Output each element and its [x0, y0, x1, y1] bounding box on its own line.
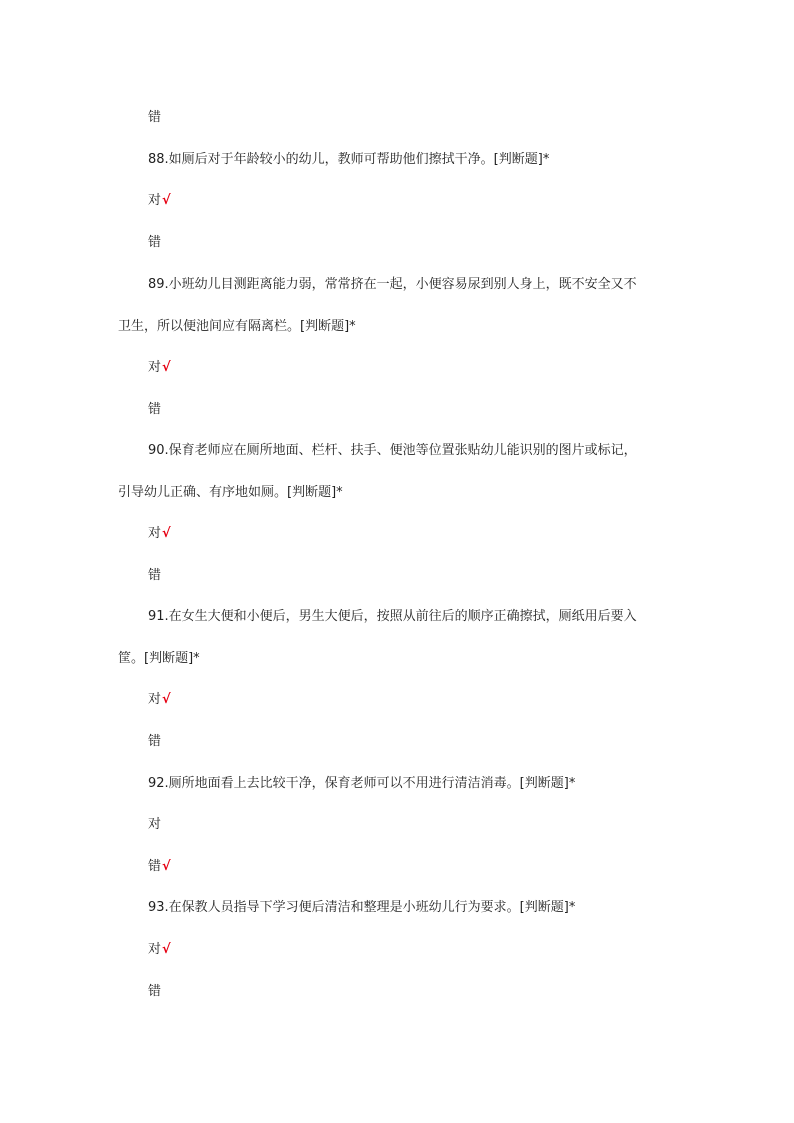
question-text: 91.在女生大便和小便后，男生大便后，按照从前往后的顺序正确擦拭，厕纸用后要入: [148, 609, 637, 624]
question-89-continuation: [118, 318, 356, 336]
question-text: 筐。[判断题]*: [118, 651, 200, 666]
option-text: 对: [148, 526, 162, 541]
option-text: 对: [148, 692, 162, 707]
option-text: 对: [148, 817, 162, 832]
question-91-continuation: [118, 650, 200, 668]
option-right: [148, 816, 161, 834]
check-mark-icon: √: [162, 193, 171, 208]
option-right: [148, 192, 171, 210]
option-text: 对: [148, 193, 162, 208]
option-right: [148, 525, 171, 543]
check-mark-icon: √: [162, 692, 171, 707]
option-right: [148, 941, 171, 959]
option-wrong: [148, 858, 171, 876]
question-90-continuation: [118, 484, 343, 502]
question-89: [148, 276, 637, 294]
question-90: [148, 442, 637, 460]
option-text: 对: [148, 942, 162, 957]
option-text: 对: [148, 360, 162, 375]
option-text: 错: [148, 859, 162, 874]
question-text: 引导幼儿正确、有序地如厕。[判断题]*: [118, 485, 343, 500]
option-right: [148, 359, 171, 377]
check-mark-icon: √: [162, 942, 171, 957]
option-text: 错: [148, 984, 162, 999]
option-text: 错: [148, 568, 162, 583]
question-text: 92.厕所地面看上去比较干净，保育老师可以不用进行清洁消毒。[判断题]*: [148, 776, 576, 791]
question-text: 93.在保教人员指导下学习便后清洁和整理是小班幼儿行为要求。[判断题]*: [148, 900, 576, 915]
option-wrong: [148, 109, 161, 127]
option-right: [148, 691, 171, 709]
check-mark-icon: √: [162, 859, 171, 874]
option-text: 错: [148, 235, 162, 250]
question-text: 90.保育老师应在厕所地面、栏杆、扶手、便池等位置张贴幼儿能识别的图片或标记，: [148, 443, 637, 458]
question-88: [148, 151, 549, 169]
option-text: 错: [148, 110, 162, 125]
option-wrong: [148, 983, 161, 1001]
check-mark-icon: √: [162, 360, 171, 375]
question-text: 89.小班幼儿目测距离能力弱，常常挤在一起，小便容易尿到别人身上，既不安全又不: [148, 277, 637, 292]
question-91: [148, 608, 637, 626]
option-text: 错: [148, 734, 162, 749]
option-wrong: [148, 567, 161, 585]
option-wrong: [148, 733, 161, 751]
option-wrong: [148, 234, 161, 252]
question-93: [148, 899, 575, 917]
check-mark-icon: √: [162, 526, 171, 541]
option-wrong: [148, 401, 161, 419]
question-92: [148, 775, 575, 793]
question-text: 88.如厕后对于年龄较小的幼儿，教师可帮助他们擦拭干净。[判断题]*: [148, 152, 550, 167]
question-text: 卫生，所以便池间应有隔离栏。[判断题]*: [118, 319, 356, 334]
option-text: 错: [148, 402, 162, 417]
